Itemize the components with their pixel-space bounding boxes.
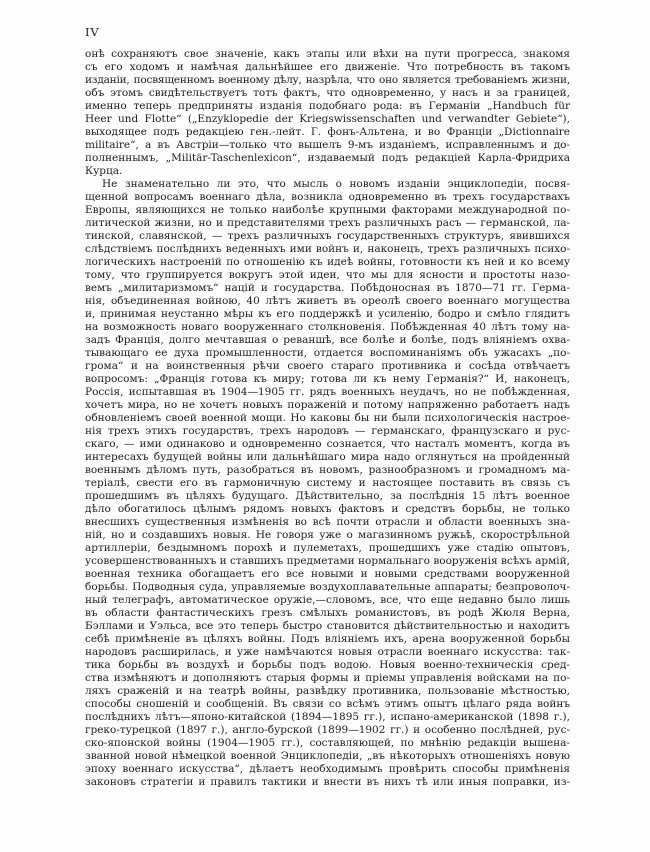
text-line: внесшихъ существенныя измѣненія во всѣ почти отрасли и области военныхъ зна- — [85, 516, 570, 528]
text-line: военнымъ дѣломъ путь, разобраться въ новомъ, разнообразномъ и громадномъ ма- — [85, 464, 570, 476]
text-line: тинской, славянской, — трехъ различныхъ государственныхъ структуръ, явившихся — [85, 230, 570, 242]
text-line: дѣло обогатилось цѣлымъ рядомъ новыхъ фактовъ и средствъ борьбы, не только — [85, 503, 570, 515]
text-line: Бэллами и Уэльса, все это теперь быстро становится дѣйствительностью и находитъ — [85, 620, 570, 632]
text-line: литической жизни, но и представителями трехъ различныхъ расъ — германской, ла- — [85, 217, 570, 229]
text-line: прошедшимъ въ цѣляхъ будущаго. Дѣйствительно, за послѣднія 15 лѣтъ военное — [85, 490, 570, 502]
body-text-block — [85, 48, 570, 789]
text-line: тика борьбы въ воздухѣ и борьбы подъ водою. Новыя военно-техническія сред- — [85, 659, 570, 671]
text-line: полненнымъ, „Militär-Taschenlexicon“, издаваемый подъ редакціей Карла-Фридриха — [85, 152, 570, 164]
text-line: Россія, испытавшая въ 1904—1905 гг. рядъ военныхъ неудачъ, но не побѣжденная, — [85, 386, 570, 398]
text-line: militaire“, а въ Австріи—только что вышелъ 9-мъ изданіемъ, исправленнымъ и до- — [85, 139, 570, 151]
text-line: и, принимая неустанно мѣры къ его поддержкѣ и усиленію, бодро и смѣло глядитъ — [85, 308, 570, 320]
text-line: вемъ „милитаризмомъ“ націй и государства. Побѣдоносная въ 1870—71 гг. Герма- — [85, 282, 570, 294]
text-line: Европы, являющихся не только наиболѣе крупными факторами международной по- — [85, 204, 570, 216]
text-line: обновленіемъ своей военной мощи. Но каковы бы ни были психологическія настрое- — [85, 412, 570, 424]
text-line: ляхъ сраженій и на театрѣ войны, развѣдку противника, пользованіе мѣстностью, — [85, 685, 570, 697]
text-line: Курца. — [85, 165, 123, 177]
text-line: нія трехъ этихъ государствъ, трехъ народовъ — германскаго, французскаго и рус- — [85, 425, 570, 437]
text-line: военная техника обогащаетъ его все новыми и новыми средствами вооруженной — [85, 568, 570, 580]
text-line: выходящее подъ редакціею ген.-лейт. Г. фонъ-Альтена, и во Франціи „Dictionnaire — [85, 126, 570, 138]
text-line: щенной вопросамъ военнаго дѣла, возникла одновременно въ трехъ государствахъ — [85, 191, 570, 203]
text-line: съ его ходомъ и намѣчая дальнѣйшее его движеніе. Что потребность въ такомъ — [85, 61, 570, 73]
text-line: законовъ стратегіи и правилъ тактики и внести въ нихъ тѣ или иныя поправки, из- — [85, 776, 570, 788]
text-line: греко-турецкой (1897 г.), англо-бурской (1899—1902 гг.) и особенно послѣдней, рус- — [85, 724, 570, 736]
text-line: изданіи, посвященномъ военному дѣлу, назрѣла, что оно является требованіемъ жизни, — [85, 74, 570, 86]
text-line: ный телеграфъ, автоматическое оружіе,—словомъ, все, что еще недавно было лишь — [85, 594, 570, 606]
text-line: интересахъ будущей войны или дальнѣйшаго мира надо оглянуться на пройденный — [85, 451, 570, 463]
text-line: ско-японской войны (1904—1905 гг.), составляющей, по мнѣнію редакціи вышена- — [85, 737, 570, 749]
text-line: народовъ расширилась, и уже намѣчаются новыя отрасли военнаго искусства: так- — [85, 646, 570, 658]
text-line: званной новой нѣмецкой военной Энциклопедіи, „въ нѣкоторыхъ отношеніяхъ новую — [85, 750, 570, 762]
text-line: онѣ сохраняютъ свое значеніе, какъ этапы или вѣхи на пути прогресса, знакомя — [85, 48, 570, 60]
text-line: грома“ и на воинственныя рѣчи своего стараго противника и сосѣда отвѣчаетъ — [85, 360, 570, 372]
text-line: теріалѣ, свести его въ гармоничную систему и настоящее поставить въ связь съ — [85, 477, 570, 489]
text-line: способы сношеній и сообщеній. Въ связи со всѣмъ этимъ опытъ цѣлаго ряда войнъ — [85, 698, 570, 710]
text-line: тому, что группируется вокругъ этой идеи, что мы для ясности и простоты назо- — [85, 269, 570, 281]
text-line: усовершенствованныхъ и ставшихъ предметами нормальнаго вооруженія всѣхъ армій, — [85, 555, 570, 567]
text-line: объ этомъ свидѣтельствуетъ тотъ фактъ, что одновременно, у насъ и за границей, — [85, 87, 570, 99]
text-line: послѣднихъ лѣтъ—японо-китайской (1894—1895 гг.), испано-американской (1898 г.), — [85, 711, 570, 723]
text-line: именно теперь предприняты изданія подобнаго рода: въ Германіи „Handbuch für — [85, 100, 570, 112]
text-line: задъ Франція, долго мечтавшая о реваншѣ, все болѣе и болѣе, подъ вліяніемъ охва- — [85, 334, 570, 346]
text-line: себѣ примѣненіе въ цѣляхъ войны. Подъ вліяніемъ ихъ, арена вооруженной борьбы — [85, 633, 570, 645]
text-line: Не знаменательно ли это, что мысль о новомъ изданіи энциклопедіи, посвя- — [102, 178, 570, 190]
text-line: хочетъ мира, но не хочетъ новыхъ пораженій и потому напряженно работаетъ надъ — [85, 399, 570, 411]
text-line: въ области фантастическихъ грезъ смѣлыхъ романистовъ, въ родѣ Жюля Верна, — [85, 607, 570, 619]
text-line: артиллеріи, бездымномъ порохѣ и пулеметахъ, прошедшихъ уже стадію опытовъ, — [85, 542, 570, 554]
text-line: ства измѣняютъ и дополняютъ старыя формы и пріемы управленія войсками на по- — [85, 672, 570, 684]
text-line: скаго, — ими одинаково и одновременно сознается, что насталъ моментъ, когда въ — [85, 438, 570, 450]
text-line: ній, но и создавшихъ новыя. Не говоря уже о магазинномъ ружьѣ, скорострѣльной — [85, 529, 570, 541]
page-number: IV — [85, 25, 100, 39]
text-line: вопросомъ: „Франція готова къ миру; готова ли къ нему Германія?“ И, наконецъ, — [85, 373, 570, 385]
text-line: на возможность новаго вооруженнаго столкновенія. Побѣжденная 40 лѣтъ тому на- — [85, 321, 570, 333]
text-line: нія, объединенная войною, 40 лѣтъ живетъ въ ореолѣ своего военнаго могущества — [85, 295, 570, 307]
text-line: слѣдствіемъ послѣднихъ веденныхъ ими войнъ и, наконецъ, трехъ различныхъ психо- — [85, 243, 570, 255]
text-line: тывающаго ее духа промышленности, отдается воспоминаніямъ объ ужасахъ „по- — [85, 347, 570, 359]
page-text-area — [85, 26, 570, 789]
text-line: борьбы. Подводныя суда, управляемые воздухоплавательные аппараты; безпроволоч- — [85, 581, 570, 593]
text-line: логическихъ настроеній по отношенію къ идеѣ войны, готовности къ ней и ко всему — [85, 256, 570, 268]
text-line: эпоху военнаго искусства“, дѣлаетъ необходимымъ провѣрить способы примѣненія — [85, 763, 570, 775]
text-line: Heer und Flotte“ („Enzyklopedie der Kriegswissenschaften und verwandter Gebiete“), — [85, 113, 570, 125]
